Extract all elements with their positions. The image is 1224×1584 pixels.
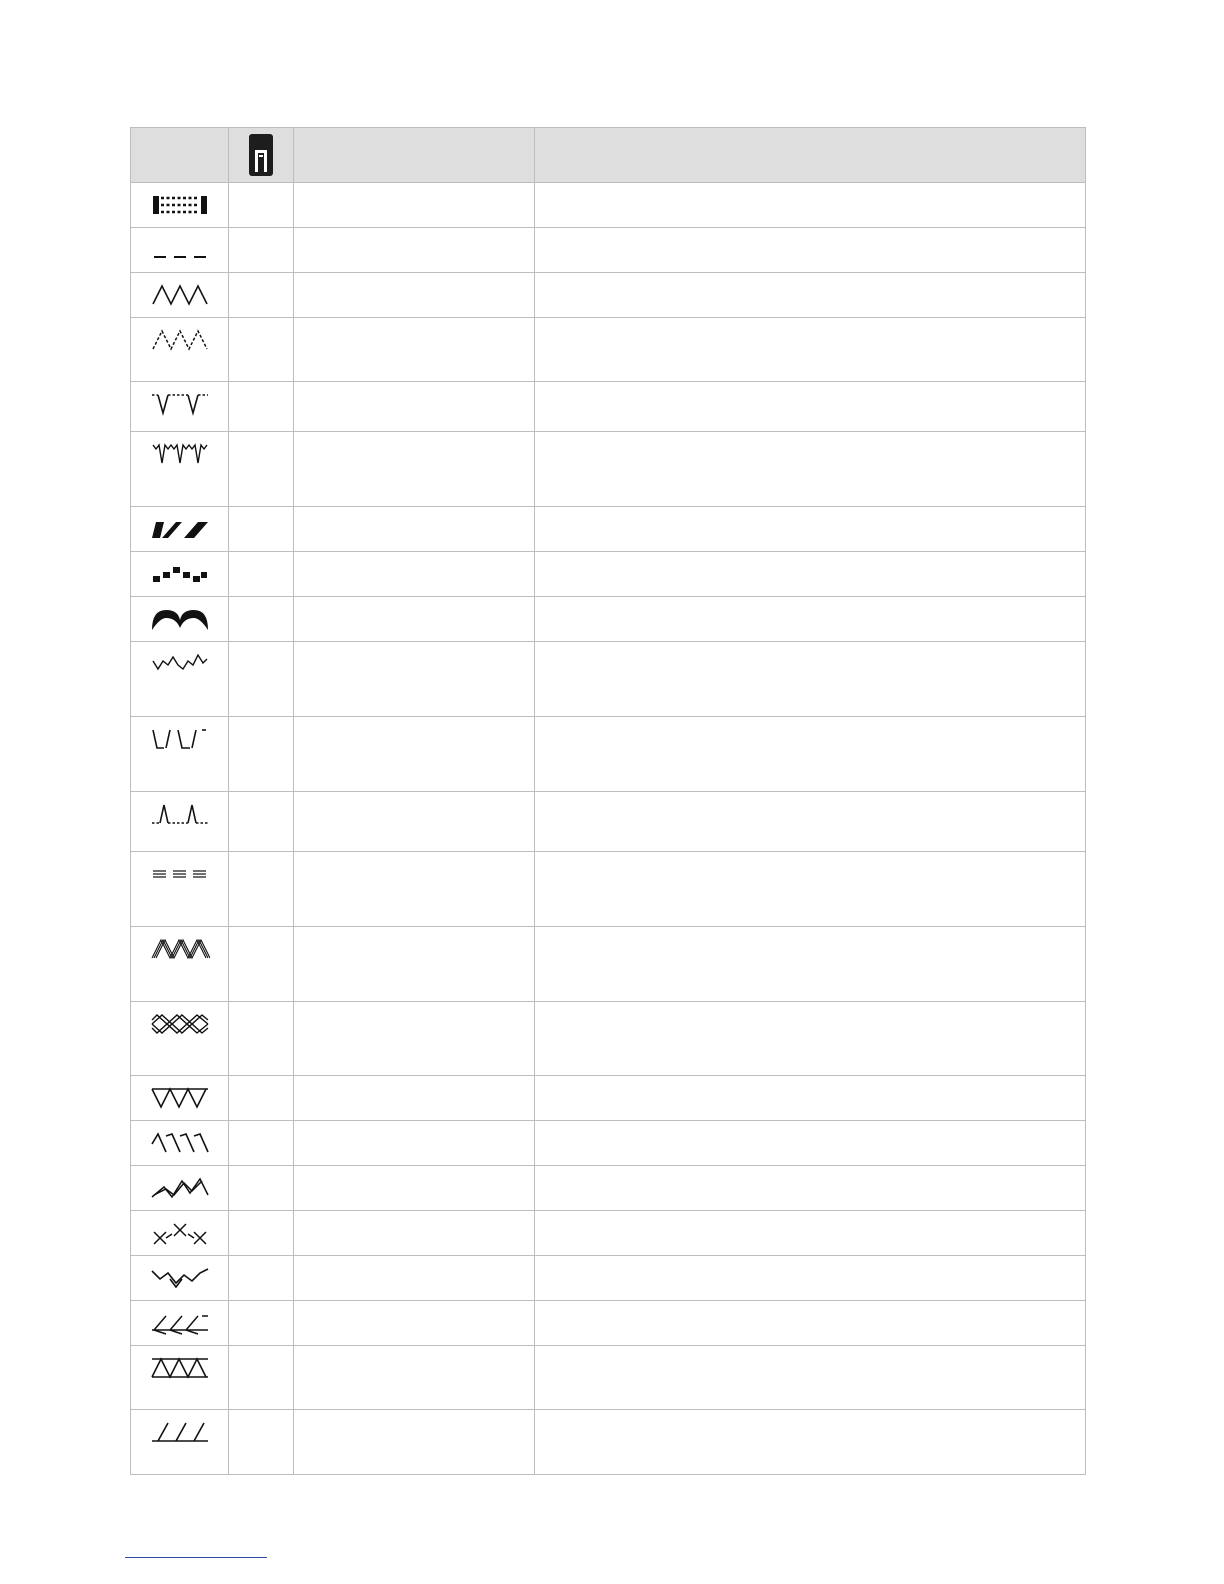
stitch-name-cell xyxy=(294,1256,535,1301)
table-row xyxy=(131,852,1086,927)
table-row xyxy=(131,228,1086,273)
foot-cell xyxy=(229,717,294,792)
stitch-name-cell xyxy=(294,552,535,597)
stitch-name-cell xyxy=(294,597,535,642)
table-row xyxy=(131,1076,1086,1121)
stitch-name-cell xyxy=(294,432,535,507)
stitch-symbol-cell xyxy=(131,507,229,552)
stitch-description-cell xyxy=(535,852,1086,927)
blind-hem-icon xyxy=(150,391,210,417)
stitch-symbol-cell xyxy=(131,1121,229,1166)
stitch-symbol-cell xyxy=(131,382,229,432)
running-blind-hem-icon xyxy=(150,726,210,752)
table-header-row xyxy=(131,128,1086,183)
stitch-description-cell xyxy=(535,642,1086,717)
stitch-symbol-cell xyxy=(131,318,229,382)
header-stitch-cell xyxy=(131,128,229,183)
foot-cell xyxy=(229,552,294,597)
stitch-symbol-cell xyxy=(131,1211,229,1256)
table-row xyxy=(131,792,1086,852)
foot-cell xyxy=(229,1002,294,1076)
stitch-description-cell xyxy=(535,1166,1086,1211)
stitch-description-cell xyxy=(535,183,1086,228)
stitch-symbol-cell xyxy=(131,642,229,717)
stitch-symbol-cell xyxy=(131,183,229,228)
table-row xyxy=(131,183,1086,228)
stitch-name-cell xyxy=(294,927,535,1002)
ric-rac-stitch-icon xyxy=(150,1175,210,1201)
stitch-name-cell xyxy=(294,1002,535,1076)
stitch-symbol-cell xyxy=(131,927,229,1002)
triple-bar-stitch-icon xyxy=(150,861,210,887)
stitch-symbol-cell xyxy=(131,597,229,642)
stitch-name-cell xyxy=(294,273,535,318)
stitch-name-cell xyxy=(294,1211,535,1256)
cross-stitch-icon xyxy=(150,1220,210,1246)
stitch-description-cell xyxy=(535,318,1086,382)
stitch-name-cell xyxy=(294,183,535,228)
table-row xyxy=(131,552,1086,597)
stitch-name-cell xyxy=(294,1121,535,1166)
stitch-description-cell xyxy=(535,1002,1086,1076)
stitch-description-cell xyxy=(535,1076,1086,1121)
slant-overlock-icon xyxy=(150,1419,210,1445)
triple-zigzag-icon xyxy=(150,936,210,962)
header-name-cell xyxy=(294,128,535,183)
straight-stitch-reinforced-icon xyxy=(150,192,210,218)
stitch-description-cell xyxy=(535,927,1086,1002)
stitch-symbol-cell xyxy=(131,1002,229,1076)
stitch-symbol-cell xyxy=(131,273,229,318)
table-row xyxy=(131,1166,1086,1211)
stitch-description-cell xyxy=(535,597,1086,642)
stitch-symbol-cell xyxy=(131,852,229,927)
stitch-symbol-cell xyxy=(131,1346,229,1410)
stitch-description-cell xyxy=(535,1256,1086,1301)
foot-cell xyxy=(229,1121,294,1166)
table-row xyxy=(131,1256,1086,1301)
table-row xyxy=(131,717,1086,792)
stitch-name-cell xyxy=(294,382,535,432)
stitch-description-cell xyxy=(535,507,1086,552)
stitch-name-cell xyxy=(294,642,535,717)
stitch-description-cell xyxy=(535,792,1086,852)
foot-cell xyxy=(229,318,294,382)
stitch-name-cell xyxy=(294,318,535,382)
header-description-cell xyxy=(535,128,1086,183)
foot-cell xyxy=(229,1301,294,1346)
stitch-name-cell xyxy=(294,1166,535,1211)
stitch-table xyxy=(130,127,1086,1475)
stitch-symbol-cell xyxy=(131,717,229,792)
fagoting-stitch-icon xyxy=(150,1310,210,1336)
table-row xyxy=(131,1121,1086,1166)
triangle-stitch-icon xyxy=(150,1085,210,1111)
stitch-name-cell xyxy=(294,1410,535,1475)
table-row xyxy=(131,1410,1086,1475)
table-row xyxy=(131,1002,1086,1076)
stitch-description-cell xyxy=(535,552,1086,597)
foot-cell xyxy=(229,927,294,1002)
table-row xyxy=(131,927,1086,1002)
stitch-symbol-cell xyxy=(131,432,229,507)
elastic-blind-hem-icon xyxy=(150,441,210,467)
stitch-name-cell xyxy=(294,792,535,852)
zigzag-stitch-icon xyxy=(150,282,210,308)
shell-tuck-icon xyxy=(150,651,210,677)
table-row xyxy=(131,597,1086,642)
stitch-description-cell xyxy=(535,717,1086,792)
stitch-symbol-cell xyxy=(131,1166,229,1211)
table-row xyxy=(131,273,1086,318)
stitch-name-cell xyxy=(294,1076,535,1121)
stitch-symbol-cell xyxy=(131,552,229,597)
double-cross-stitch-icon xyxy=(150,1011,210,1037)
foot-cell xyxy=(229,382,294,432)
satin-wedge-icon xyxy=(150,516,210,542)
arrow-zigzag-icon xyxy=(150,1265,210,1291)
stitch-description-cell xyxy=(535,1211,1086,1256)
stitch-description-cell xyxy=(535,1346,1086,1410)
foot-cell xyxy=(229,597,294,642)
footer-link-underline xyxy=(125,1557,267,1558)
foot-cell xyxy=(229,642,294,717)
foot-cell xyxy=(229,1346,294,1410)
basting-stitch-icon xyxy=(150,237,210,263)
table-row xyxy=(131,1211,1086,1256)
stitch-description-cell xyxy=(535,273,1086,318)
foot-cell xyxy=(229,273,294,318)
stitch-name-cell xyxy=(294,228,535,273)
stitch-symbol-cell xyxy=(131,1256,229,1301)
stitch-name-cell xyxy=(294,507,535,552)
foot-cell xyxy=(229,1211,294,1256)
step-block-stitch-icon xyxy=(150,561,210,587)
table-row xyxy=(131,507,1086,552)
stitch-description-cell xyxy=(535,382,1086,432)
foot-cell xyxy=(229,507,294,552)
crossed-triangle-stitch-icon xyxy=(150,1355,210,1381)
stitch-symbol-cell xyxy=(131,1301,229,1346)
table-row xyxy=(131,432,1086,507)
foot-cell xyxy=(229,1256,294,1301)
foot-cell xyxy=(229,432,294,507)
scallop-satin-icon xyxy=(150,606,210,632)
foot-cell xyxy=(229,792,294,852)
stitch-description-cell xyxy=(535,432,1086,507)
foot-cell xyxy=(229,1166,294,1211)
stitch-name-cell xyxy=(294,1346,535,1410)
stitch-name-cell xyxy=(294,717,535,792)
table-row xyxy=(131,1301,1086,1346)
table-row xyxy=(131,382,1086,432)
feather-stitch-icon xyxy=(150,1130,210,1156)
table-row xyxy=(131,318,1086,382)
header-foot-cell xyxy=(229,128,294,183)
pin-stitch-icon xyxy=(150,801,210,827)
stitch-symbol-cell xyxy=(131,228,229,273)
foot-cell xyxy=(229,852,294,927)
stitch-description-cell xyxy=(535,1121,1086,1166)
multi-step-zigzag-icon xyxy=(150,327,210,353)
foot-cell xyxy=(229,1410,294,1475)
stitch-symbol-cell xyxy=(131,792,229,852)
presser-foot-icon xyxy=(248,133,274,177)
stitch-name-cell xyxy=(294,852,535,927)
table-row xyxy=(131,642,1086,717)
stitch-symbol-cell xyxy=(131,1076,229,1121)
stitch-name-cell xyxy=(294,1301,535,1346)
foot-cell xyxy=(229,228,294,273)
foot-cell xyxy=(229,183,294,228)
foot-cell xyxy=(229,1076,294,1121)
stitch-description-cell xyxy=(535,1410,1086,1475)
table-row xyxy=(131,1346,1086,1410)
stitch-description-cell xyxy=(535,1301,1086,1346)
stitch-symbol-cell xyxy=(131,1410,229,1475)
stitch-description-cell xyxy=(535,228,1086,273)
